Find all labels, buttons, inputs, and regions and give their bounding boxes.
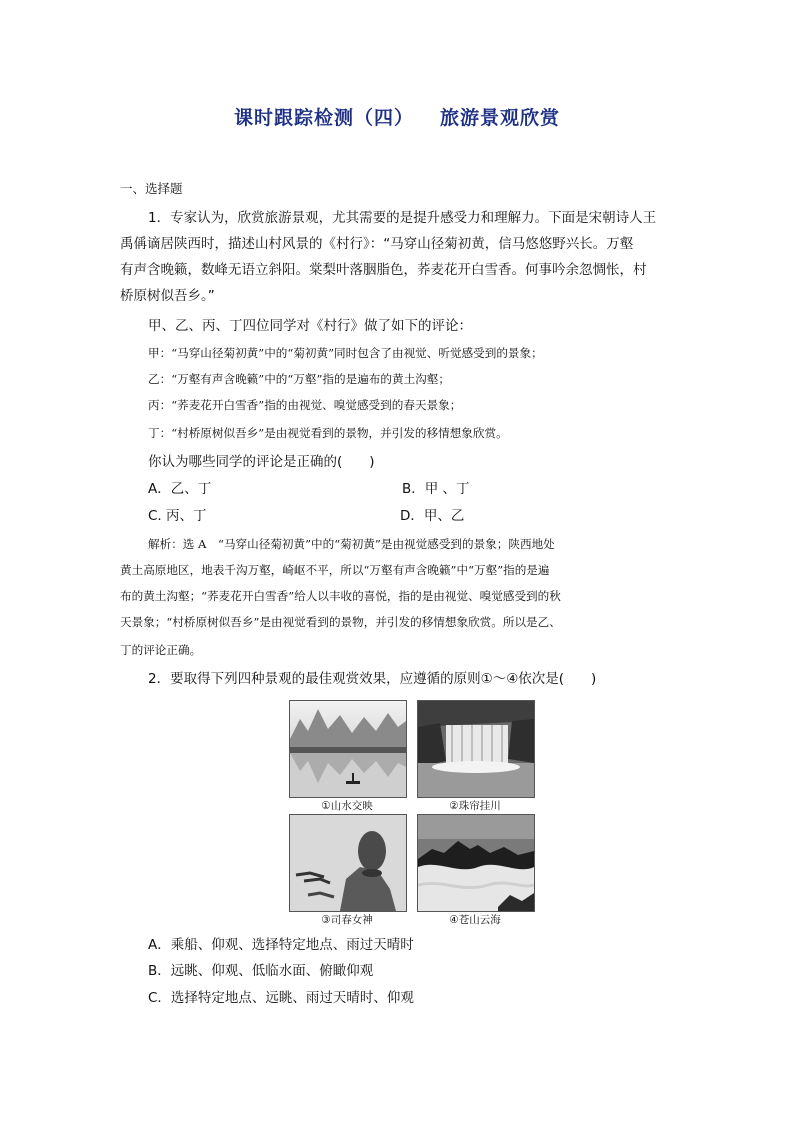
q1-stem-line: 有声含晚籁，数峰无语立斜阳。棠梨叶落胭脂色，荞麦花开白雪香。何事吟余忽惆怅，村 [120,262,647,278]
figure-caption: ①山水交映 [321,800,373,812]
q1-option-c: C. 丙、丁 [148,508,207,524]
figure-caption: ④苍山云海 [449,914,501,926]
title-topic: 旅游景观欣赏 [440,107,561,129]
q1-intro: 甲、乙、丙、丁四位同学对《村行》做了如下的评论： [148,318,472,334]
balanced-rock-photo [289,814,407,912]
q1-stem-line: 1．专家认为，欣赏旅游景观，尤其需要的是提升感受力和理解力。下面是宋朝诗人王 [148,210,657,226]
q1-option-d: D．甲、乙 [400,508,465,524]
q1-comment-bing: 丙：“荞麦花开白雪香”指的由视觉、嗅觉感受到的春天景象； [148,398,462,412]
q1-stem-line: 禹偁谪居陕西时，描述山村风景的《村行》：“马穿山径菊初黄，信马悠悠野兴长。万壑 [120,236,634,252]
q1-comment-ding: 丁：“村桥原树似吾乡”是由视觉看到的景物，并引发的移情想象欣赏。 [148,426,508,440]
q2-figure-grid [289,700,535,928]
q1-analysis-line: 黄土高原地区，地表千沟万壑，崎岖不平，所以“万壑有声含晚籁”中“万壑”指的是遍 [120,563,550,577]
q2-option-a: A．乘船、仰观、选择特定地点、雨过天晴时 [148,937,414,953]
q1-comment-yi: 乙：“万壑有声含晚籁”中的“万壑”指的是遍布的黄土沟壑； [148,372,450,386]
q1-analysis-line: 解析：选 A “马穿山径菊初黄”中的“菊初黄”是由视觉感受到的景象；陕西地处 [148,537,555,551]
section-heading: 一、选择题 [120,181,183,196]
q1-question: 你认为哪些同学的评论是正确的( ) [148,454,375,470]
q2-option-b: B．远眺、仰观、低临水面、俯瞰仰观 [148,963,374,979]
q1-analysis-line: 丁的评论正确。 [120,643,202,657]
title-main: 课时跟踪检测（四） [233,107,414,129]
waterfall-photo [417,700,535,798]
q2-option-c: C．选择特定地点、远眺、雨过天晴时、仰观 [148,990,414,1006]
figure-caption: ③司春女神 [321,914,373,926]
q1-comment-jia: 甲：“马穿山径菊初黄”中的“菊初黄”同时包含了由视觉、听觉感受到的景象； [148,346,543,360]
q1-stem-line: 桥原树似吾乡。” [120,288,215,304]
q1-analysis-line: 布的黄土沟壑；“荞麦花开白雪香”给人以丰收的喜悦，指的是由视觉、嗅觉感受到的秋 [120,589,561,603]
figure-caption: ②珠帘挂川 [449,800,501,812]
q1-analysis-line: 天景象；“村桥原树似吾乡”是由视觉看到的景物，并引发的移情想象欣赏。所以是乙、 [120,615,561,629]
q1-option-a: A．乙、丁 [148,481,212,497]
q2-stem: 2．要取得下列四种景观的最佳观赏效果，应遵循的原则①～④依次是( ) [148,671,597,687]
sea-of-clouds-photo [417,814,535,912]
q1-option-b: B．甲 、丁 [402,481,470,497]
page-title [0,103,794,130]
river-landscape-photo [289,700,407,798]
